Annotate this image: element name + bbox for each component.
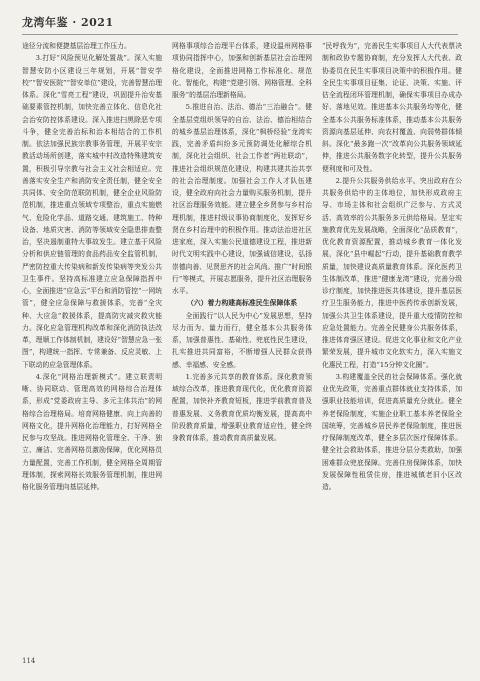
running-header: 龙湾年鉴 · 2021 [22,16,114,29]
paragraph: 5.推进自治、法治、德治“三治融合”。健全基层党组织领导的自治、法治、德治相结合的城乡基层治理体系，深化“枫桥经验”龙湾实践，完善矛盾纠纷多元预防调处化解综合机制，深化社会组织、社会工作者“两社联动”，推进社会组织规范化建设，构建共建共治共享的社会治理制度。加强社会工作人才队伍建设，健全政府向社会力量购买服务机制，提升社区治理服务效能。建立健全乡贤参与乡村治理机制，推进村级议事协商制度化，发挥好乡贤在乡村治理中的积极作用。推动法治进社区进家庭，深入实施公民道德建设工程，推进新时代文明实践中心建设，加强诚信建设，弘扬崇德向善、见贤思齐的社会风尚。推广“时间银行”等模式，开展志愿服务，提升社区治理服务水平。 [172,103,312,295]
paragraph: 全面践行“以人民为中心”发展思想，坚持尽力而为、量力而行，健全基本公共服务体系，加强普惠性、基础性、兜底性民生建设，扎实推进共同富裕，不断增强人民群众获得感、幸福感、安全感。 [172,311,312,369]
paragraph: 1.完善多元共享的教育体系。深化教育领域综合改革，推进教育现代化，优化教育资源配置，加快补齐教育短板，推进学前教育普及普惠发展、义务教育优质均衡发展，提高高中阶段教育质量，增强职业教育适应性，健全终身教育体系，推动教育高质量发展。 [172,372,312,442]
paragraph: 2.提升公共服务供给水平。突出政府在公共服务供给中的主体地位，加快形成政府主导、市场主体和社会组织广泛参与、方式灵活、高效率的公共服务多元供给格局。坚定实施教育优先发展战略，全面深化“品质教育”，优化教育资源配置，推动城乡教育一体化发展，深化“县中崛起”行动，提升基础教育教学质量，加快建设高质量教育体系。深化医药卫生体制改革，推进“健康龙湾”建设，完善分级诊疗制度，加快推进医共体建设，提升基层医疗卫生服务能力，推进中医药传承创新发展，加强公共卫生体系建设，提升重大疫情防控和应急处置能力。完善全民健身公共服务体系，推进体育强区建设。促进文化事业和文化产业繁荣发展，提升城市文化软实力，深入实施文化惠民工程，打造“15分钟文化圈”。 [322,176,462,369]
paragraph: 3.构建覆盖全民的社会保障体系。强化就业优先政策，完善重点群体就业支持体系，加强职业技能培训，促进高质量充分就业。健全养老保险制度，实施企业职工基本养老保险全国统筹，完善城乡居民养老保险制度，推进医疗保障制度改革，健全多层次医疗保障体系。健全社会救助体系，推进分层分类救助，加强困难群众兜底保障。完善住房保障体系，加快发展保障性租赁住房，推进城镇老旧小区改造。 [322,372,462,491]
paragraph: 网格事项综合治理平台体系，建设温州网格事项协同指挥中心，加强和创新基层社会治理网格化建设，全面推进网格工作标准化、规范化、智能化，构建“党建引领、网格管理、全科服务”的基层治理新格局。 [172,42,312,99]
paragraph: “民呼我为”，完善民生实事项目人大代表票决制和政协专题协商制，充分发挥人大代表、政协委员在民生实事项目决策中的积极作用。健全民生实事项目征集、论证、决策、实施、评估全流程闭环管理机制，确保实事项目办成办好、落地见效。推进基本公共服务均等化，健全基本公共服务标准体系，推动基本公共服务资源向基层延伸、向农村覆盖、向弱势群体倾斜。深化“最多跑一次”改革向公共服务领域延伸，推进公共服务数字化转型，提升公共服务便利度和可及性。 [322,42,462,173]
paragraph: 3.打好“风险预见化解处置战”。深入实施智慧安防小区建设三年规划，开展“智安学校”“智安医院”“智安单位”建设，完善智慧治理体系。深化“雪亮工程”建设，巩固提升治安基础要素管控机制，加快完善立体化、信息化社会治安防控体系建设。深入推进扫黑除恶专项斗争，健全完善治标和治本相结合的工作机制。依法加强民族宗教事务管理，开展平安宗教活动场所创建，落实城中村改造特殊建筑安置，积极引导宗教与社会主义社会相适应。完善落实安全生产和消防安全责任制，健全安全共同体、安全防范联防机制，健全企业风险防范机制，推进重点领域专项整治，重点实施燃气、危险化学品、道路交通、建筑施工、特种设备、地质灾害、消防等领域安全隐患排查整治，坚决遏制重特大事故发生。建立基于风险分析和供应链管理的食品药品安全监管机制，严密防控重大传染病和新发传染病等突发公共卫生事件。坚持高标准建立应急保障指挥中心，全面推进“应急云”平台和消防管控“一网统管”，健全应急保障与救援体系，完善“全灾种、大应急”救援体系，提高防灾减灾救灾能力。深化应急管理机构改革和深化消防执法改革，理顺工作体制机制，建设好“智慧应急一张图”，构建统一指挥、专常兼备、反应灵敏、上下联动的应急管理体系。 [22,54,162,369]
header-divider [22,34,458,35]
article-body [22,40,462,493]
page-number: 114 [22,657,36,665]
text-column-right [322,40,462,493]
paragraph: 途径分流和便捷基层治理工作压力。 [22,42,131,50]
text-column-middle [172,40,312,493]
text-column-left [22,40,162,493]
paragraph: 4.深化“网格治理新模式”。建立联责明晰、协同联动、管理高效的网格综合治理体系，形成“党委政府主导、多元主体共治”的网格综合治理格局。培育网格健康、向上向善的网格文化，提升网格化治理能力，打好网格全民参与攻坚战。推进网格化管理全、干净、独立、廉洁、完善网格员激励保障，优化网格员力量配置，完善工作机制，健全网格全周期管理体制，探索网格长效服务管理机制，推进网格化服务管理向基层延伸。 [22,372,162,491]
section-heading: （六）着力构建高标准民生保障体系 [186,299,298,308]
